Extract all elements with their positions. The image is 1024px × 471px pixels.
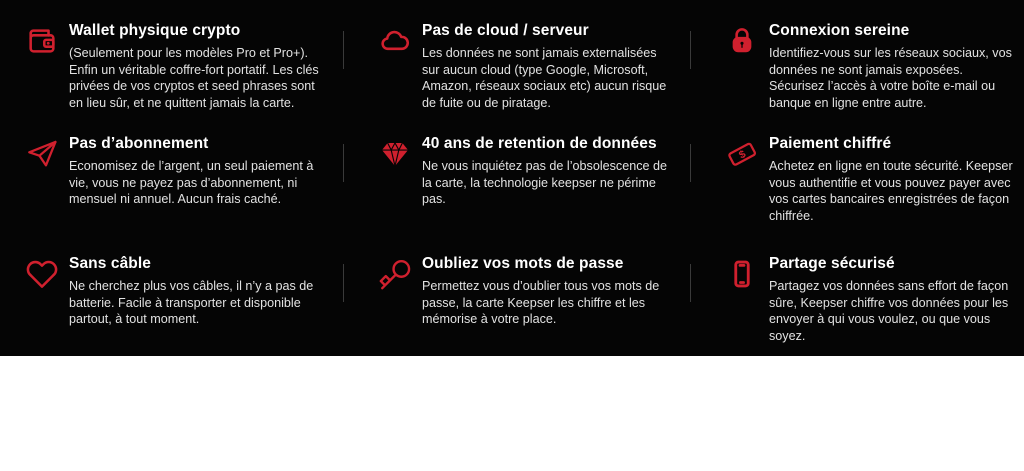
feature-title: Pas d’abonnement	[69, 135, 209, 152]
page-bottom-whitespace	[0, 356, 1024, 471]
feature-pas-dabonnement	[0, 135, 343, 255]
feature-title: Pas de cloud / serveur	[422, 22, 589, 39]
features-grid	[0, 22, 1024, 356]
cloud-icon	[378, 24, 414, 58]
paper-plane-icon	[25, 137, 61, 171]
feature-text	[69, 22, 321, 111]
feature-title: Wallet physique crypto	[69, 22, 241, 39]
feature-text	[422, 135, 674, 208]
svg-text:$: $	[737, 148, 748, 162]
feature-description: Partagez vos données sans effort de façon sûre, Keepser chiffre vos données pour les envoyer à qui vous voulez, ou que vous soyez.	[769, 279, 1009, 343]
feature-title: Paiement chiffré	[769, 135, 892, 152]
feature-title: Sans câble	[69, 255, 151, 272]
lock-icon	[725, 24, 761, 58]
feature-text	[69, 255, 321, 328]
feature-title: Connexion sereine	[769, 22, 910, 39]
feature-partage-securise	[690, 255, 1024, 356]
heart-icon	[25, 257, 61, 291]
feature-description: Les données ne sont jamais externalisées sur aucun cloud (type Google, Microsoft, Amazon, réseaux sociaux etc) aucun risque de fuite ou de piratage.	[422, 46, 667, 110]
feature-text	[422, 255, 674, 328]
feature-title: 40 ans de retention de données	[422, 135, 657, 152]
feature-description: Economisez de l’argent, un seul paiement à vie, vous ne payez pas d’abonnement, ni mensuel ni annuel. Aucun frais caché.	[69, 159, 314, 207]
feature-sans-cable	[0, 255, 343, 356]
feature-oubliez-mots-de-passe	[343, 255, 690, 356]
feature-text	[69, 135, 321, 208]
smartphone-icon	[725, 257, 761, 291]
feature-description: Achetez en ligne en toute sécurité. Keepser vous authentifie et vous pouvez payer avec vos cartes bancaires enregistrées de façon chiffrée.	[769, 159, 1013, 223]
feature-text	[769, 135, 1021, 224]
feature-description: (Seulement pour les modèles Pro et Pro+). Enfin un véritable coffre-fort portatif. Les clés privées de vos cryptos et seed phrases sont en lieu sûr, et ne quittent jamais la carte.	[69, 46, 319, 110]
feature-text	[422, 22, 674, 111]
key-icon	[378, 257, 414, 291]
diamond-icon	[378, 137, 414, 171]
feature-description: Identifiez-vous sur les réseaux sociaux, vos données ne sont jamais exposées. Sécurisez l’accès à votre boîte e-mail ou banque en ligne entre autre.	[769, 46, 1012, 110]
feature-text	[769, 255, 1021, 344]
feature-pas-de-cloud	[343, 22, 690, 135]
feature-connexion-sereine	[690, 22, 1024, 135]
feature-title: Partage sécurisé	[769, 255, 895, 272]
feature-text	[769, 22, 1021, 111]
feature-description: Permettez vous d’oublier tous vos mots de passe, la carte Keepser les chiffre et les mémorise à votre place.	[422, 279, 660, 327]
feature-paiement-chiffre	[690, 135, 1024, 255]
wallet-icon	[25, 24, 61, 58]
feature-wallet-physique-crypto	[0, 22, 343, 135]
feature-description: Ne vous inquiétez pas de l’obsolescence de la carte, la technologie keepser ne périme pas.	[422, 159, 668, 207]
feature-retention-donnees	[343, 135, 690, 255]
banknote-icon	[725, 137, 761, 171]
feature-title: Oubliez vos mots de passe	[422, 255, 624, 272]
feature-description: Ne cherchez plus vos câbles, il n’y a pas de batterie. Facile à transporter et disponible partout, à tout moment.	[69, 279, 314, 327]
